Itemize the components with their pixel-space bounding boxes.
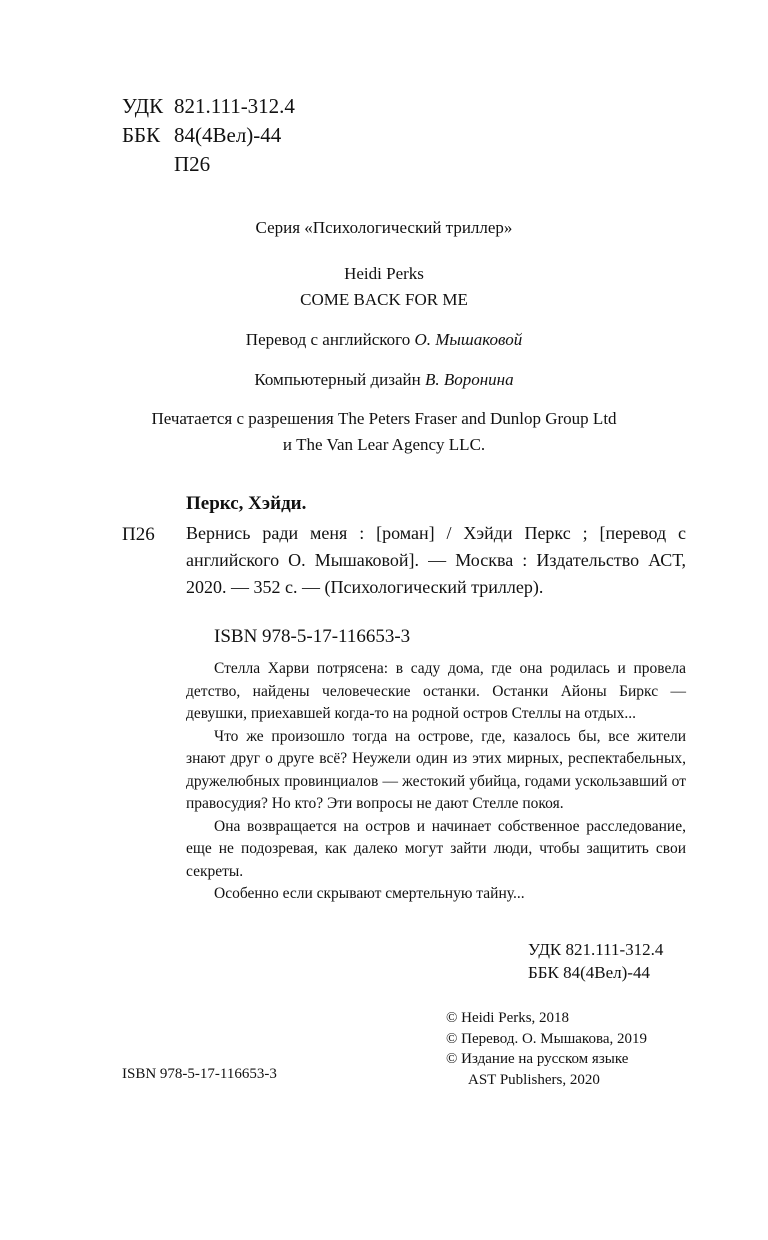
card-isbn: ISBN 978-5-17-116653-3 — [214, 626, 411, 647]
annotation-paragraph-1: Стелла Харви потрясена: в саду дома, где она родилась и провела детство, найдены человеческие останки. Останки Айоны Биркс — девушки, приехавшей когда-то на родной остров Стеллы на отдых... — [186, 660, 686, 722]
original-author: Heidi Perks — [344, 264, 424, 283]
card-heading: Перкс, Хэйди. — [186, 493, 307, 514]
copyright-edition: © Издание на русском языке — [446, 1051, 629, 1067]
card-description: Вернись ради меня : [роман] / Хэйди Перкс ; [перевод с английского О. Мышаковой]. — Москва : Издательство АСТ, 2020. — 352 с. — (Психологический триллер). — [186, 523, 686, 597]
udk-label: УДК — [122, 94, 164, 118]
author-mark: П26 — [174, 152, 211, 176]
permission-notice — [60, 406, 708, 458]
series-line: Серия «Психологический триллер» — [255, 218, 513, 237]
permission-line-2: и The Van Lear Agency LLC. — [282, 435, 486, 454]
annotation-paragraph-3: Она возвращается на остров и начинает собственное расследование, еще не подозревая, как далеко могут зайти люди, чтобы защитить свои секреты. — [186, 817, 686, 880]
isbn-bottom: ISBN 978-5-17-116653-3 — [122, 1066, 277, 1082]
annotation-paragraph-2: Что же произошло тогда на острове, где, казалось бы, все жители знают друг о друге всё? Неужели один из этих мирных, респектабельных, дружелюбных провинциалов — жестокий убийца, годами ускользавший от правосудия? Но кто? Эти вопросы не дают Стелле покоя. — [186, 727, 686, 812]
designer-name: В. Воронина — [424, 370, 514, 389]
design-prefix: Компьютерный дизайн — [254, 370, 421, 389]
bbk-row — [122, 121, 295, 150]
permission-line-1: Печатается с разрешения The Peters Fraser and Dunlop Group Ltd — [151, 409, 617, 428]
bbk-value: 84(4Вел)-44 — [174, 123, 282, 147]
translator-name: О. Мышаковой — [414, 330, 523, 349]
translation-credit — [60, 330, 708, 350]
annotation — [186, 658, 686, 906]
bbk-right: ББК 84(4Вел)-44 — [528, 963, 650, 982]
udk-row — [122, 92, 295, 121]
udk-right: УДК 821.111-312.4 — [528, 940, 664, 959]
codes-right — [528, 938, 663, 984]
bbk-label: ББК — [122, 123, 161, 147]
copyright-translation: © Перевод. О. Мышакова, 2019 — [446, 1030, 647, 1047]
translation-prefix: Перевод с английского — [245, 330, 411, 349]
annotation-paragraph-4: Особенно если скрывают смертельную тайну... — [214, 885, 525, 902]
copyright-block — [446, 1008, 647, 1090]
classification-codes — [122, 92, 295, 179]
card-code: П26 — [122, 524, 155, 545]
copyright-publisher: AST Publishers, 2020 — [468, 1071, 600, 1088]
copyright-author: © Heidi Perks, 2018 — [446, 1010, 570, 1026]
udk-value: 821.111-312.4 — [174, 94, 295, 118]
original-title: COME BACK FOR ME — [300, 290, 468, 309]
design-credit — [60, 370, 708, 390]
